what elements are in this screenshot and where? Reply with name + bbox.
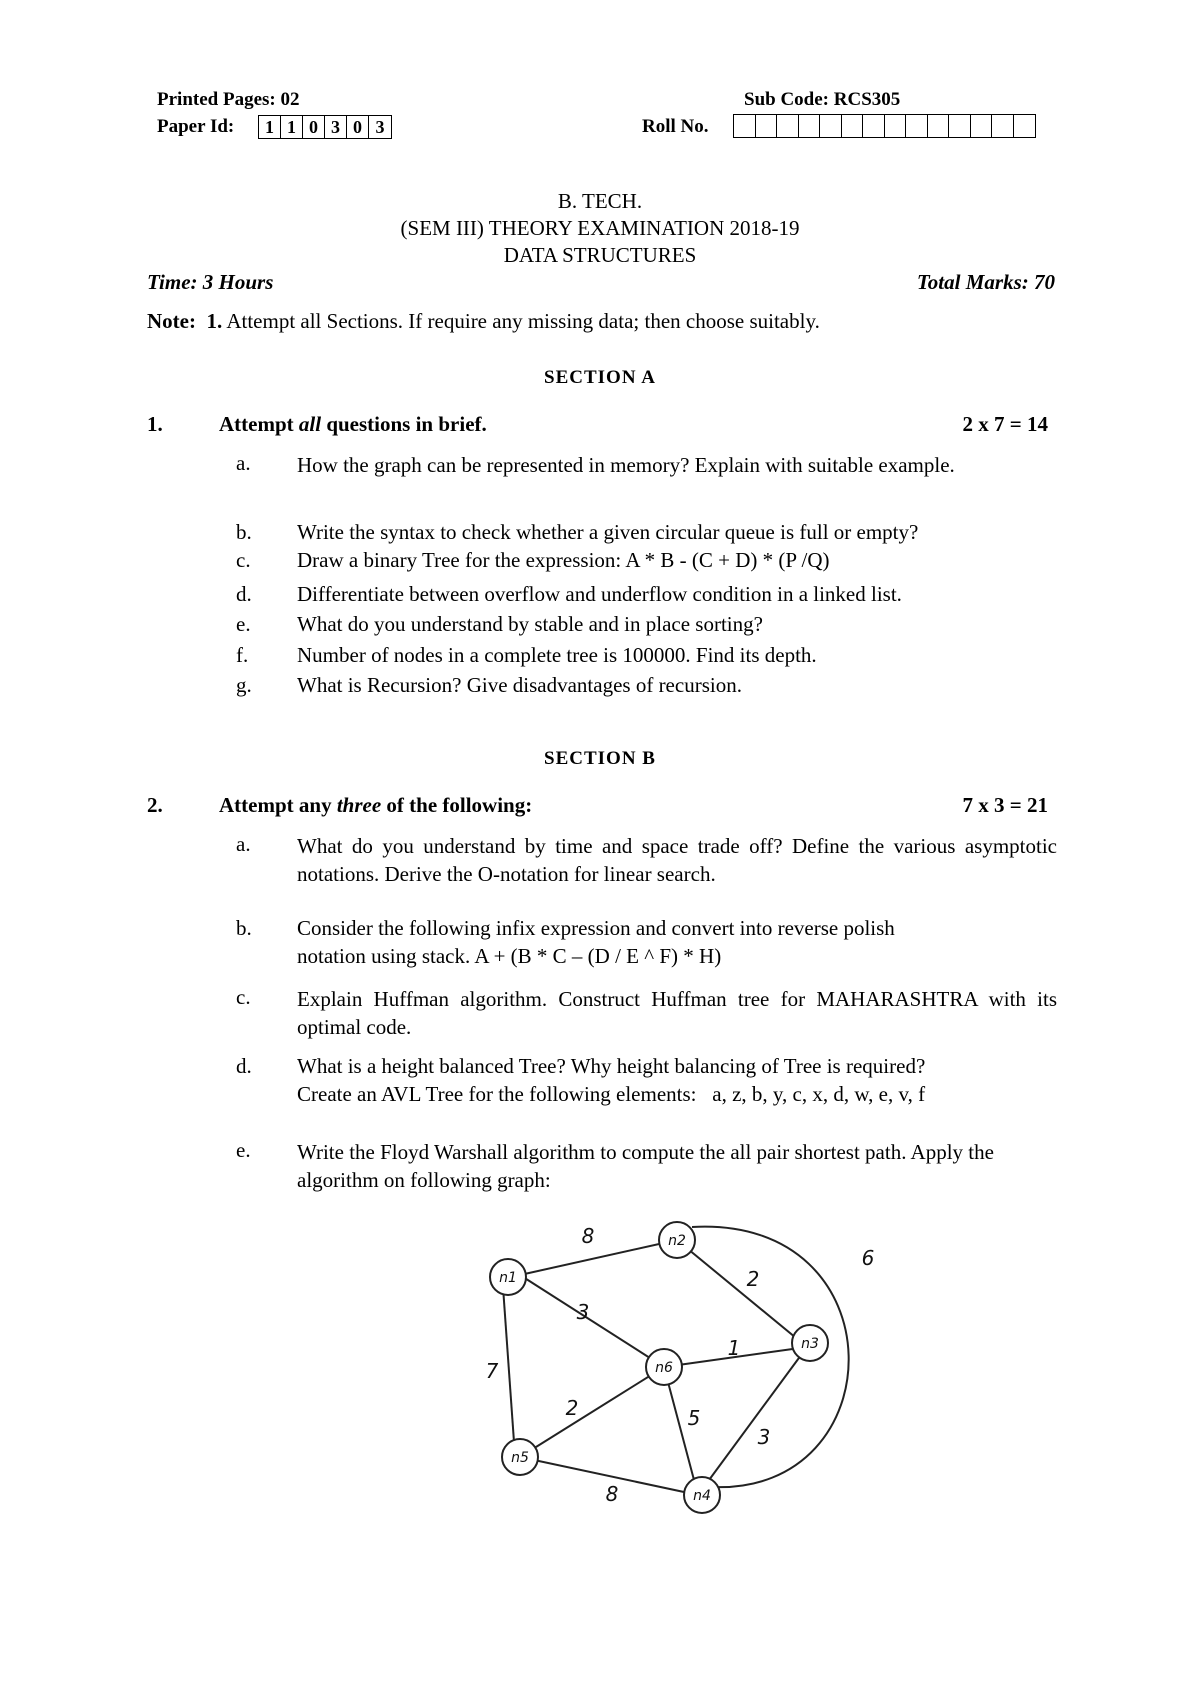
subject-title: DATA STRUCTURES: [503, 243, 697, 267]
item-label: e.: [236, 1138, 251, 1162]
question-2-instruction: Attempt any three of the following:: [219, 793, 533, 817]
roll-no-box[interactable]: [928, 115, 950, 137]
question-1-number: 1.: [147, 412, 163, 436]
roll-no-box[interactable]: [734, 115, 756, 137]
node-label-n3: n3: [801, 1336, 819, 1352]
item-label: d.: [236, 1054, 252, 1078]
question-2d-line2: Create an AVL Tree for the following elements: a, z, b, y, c, x, d, w, e, v, f: [297, 1082, 926, 1106]
paper-id-digit: 0: [347, 116, 369, 138]
weight-n1-n6: 3: [576, 1300, 590, 1324]
question-2a-text: What do you understand by time and space trade off? Define the various asymptotic notations. Derive the O-notation for linear search.: [297, 834, 1057, 886]
edge-n3-n4: [698, 1347, 807, 1495]
weight-n2-n3: 2: [746, 1267, 760, 1291]
node-label-n1: n1: [499, 1270, 517, 1286]
roll-no-box[interactable]: [756, 115, 778, 137]
question-1d-text: Differentiate between overflow and underflow condition in a linked list.: [297, 582, 902, 606]
question-2-marks: 7 x 3 = 21: [962, 793, 1048, 817]
paper-id-digit: 3: [375, 116, 385, 137]
weight-n1-n5: 7: [485, 1359, 499, 1383]
item-label: b.: [236, 916, 252, 940]
item-label: d.: [236, 582, 252, 606]
question-1g-text: What is Recursion? Give disadvantages of recursion.: [297, 673, 742, 697]
question-2d-line1: What is a height balanced Tree? Why height balancing of Tree is required?: [297, 1054, 926, 1078]
question-2b-line2: notation using stack. A + (B * C – (D / E ^ F) * H): [297, 944, 722, 968]
node-label-n2: n2: [668, 1233, 686, 1249]
roll-no-box[interactable]: [863, 115, 885, 137]
question-2b-line1: Consider the following infix expression and convert into reverse polish: [297, 916, 895, 940]
edge-n6-n5: [520, 1367, 664, 1457]
question-1b-text: Write the syntax to check whether a given circular queue is full or empty?: [297, 520, 919, 544]
roll-no-box[interactable]: [992, 115, 1014, 137]
item-label: c.: [236, 548, 251, 572]
edge-n6-n4: [664, 1367, 698, 1495]
roll-no-box[interactable]: [906, 115, 928, 137]
paper-id-digit: 1: [281, 116, 303, 138]
weight-n2-n4: 6: [861, 1246, 875, 1270]
note: [147, 309, 820, 334]
sub-code: Sub Code: RCS305: [744, 89, 901, 110]
item-label: g.: [236, 673, 252, 697]
roll-no-box[interactable]: [971, 115, 993, 137]
question-1c-text: Draw a binary Tree for the expression: A * B - (C + D) * (P /Q): [297, 548, 830, 572]
roll-no-box[interactable]: [777, 115, 799, 137]
floyd-warshall-graph: [440, 1195, 920, 1535]
question-1-marks: 2 x 7 = 14: [962, 412, 1048, 436]
node-label-n6: n6: [655, 1360, 673, 1376]
degree-title: B. TECH.: [557, 189, 643, 213]
weight-n1-n2: 8: [581, 1224, 595, 1248]
roll-no-box[interactable]: [820, 115, 842, 137]
section-b-heading: SECTION B: [544, 748, 656, 769]
exam-title: (SEM III) THEORY EXAMINATION 2018-19: [400, 216, 800, 240]
roll-no-box[interactable]: [1014, 115, 1036, 137]
question-2e-text: Write the Floyd Warshall algorithm to compute the all pair shortest path. Apply the algorithm on following graph:: [297, 1140, 994, 1192]
item-label: b.: [236, 520, 252, 544]
item-label: c.: [236, 985, 251, 1009]
item-label: a.: [236, 832, 251, 856]
weight-n5-n4: 8: [605, 1482, 619, 1506]
paper-id-boxes: [258, 115, 392, 139]
item-label: e.: [236, 612, 251, 636]
weight-n3-n4: 3: [757, 1425, 771, 1449]
paper-id-digit: 3: [325, 116, 347, 138]
edge-n1-n6: [520, 1275, 664, 1367]
question-1a-text: How the graph can be represented in memory? Explain with suitable example.: [297, 453, 955, 477]
paper-id-digit: 0: [303, 116, 325, 138]
edge-n2-n3: [677, 1240, 807, 1347]
total-marks: Total Marks: 70: [916, 270, 1055, 294]
question-2c-text: Explain Huffman algorithm. Construct Huffman tree for MAHARASHTRA with its optimal code.: [297, 987, 1057, 1039]
node-label-n4: n4: [693, 1488, 711, 1504]
paper-id-label: Paper Id:: [157, 116, 235, 137]
edge-n1-n5: [503, 1287, 514, 1442]
note-number: 1.: [206, 309, 223, 333]
item-label: f.: [236, 643, 249, 667]
roll-no-box[interactable]: [949, 115, 971, 137]
exam-time: Time: 3 Hours: [147, 270, 274, 294]
question-1e-text: What do you understand by stable and in place sorting?: [297, 612, 763, 636]
roll-no-box[interactable]: [842, 115, 864, 137]
section-a-heading: SECTION A: [544, 367, 656, 388]
question-2-number: 2.: [147, 793, 163, 817]
note-label: Note:: [147, 309, 196, 333]
roll-no-box[interactable]: [799, 115, 821, 137]
roll-no-boxes[interactable]: [733, 114, 1036, 138]
note-text: Attempt all Sections. If require any missing data; then choose suitably.: [226, 309, 820, 333]
node-label-n5: n5: [511, 1450, 529, 1466]
roll-no-label: Roll No.: [642, 116, 709, 137]
weight-n6-n3: 1: [727, 1336, 741, 1360]
printed-pages: Printed Pages: 02: [157, 89, 300, 110]
edge-n1-n2: [520, 1240, 677, 1275]
roll-no-box[interactable]: [885, 115, 907, 137]
question-1f-text: Number of nodes in a complete tree is 100000. Find its depth.: [297, 643, 817, 667]
paper-id-digit: 1: [259, 116, 281, 138]
question-1-instruction: Attempt all questions in brief.: [219, 412, 487, 436]
weight-n6-n5: 2: [565, 1396, 579, 1420]
item-label: a.: [236, 451, 251, 475]
weight-n6-n4: 5: [687, 1406, 701, 1430]
